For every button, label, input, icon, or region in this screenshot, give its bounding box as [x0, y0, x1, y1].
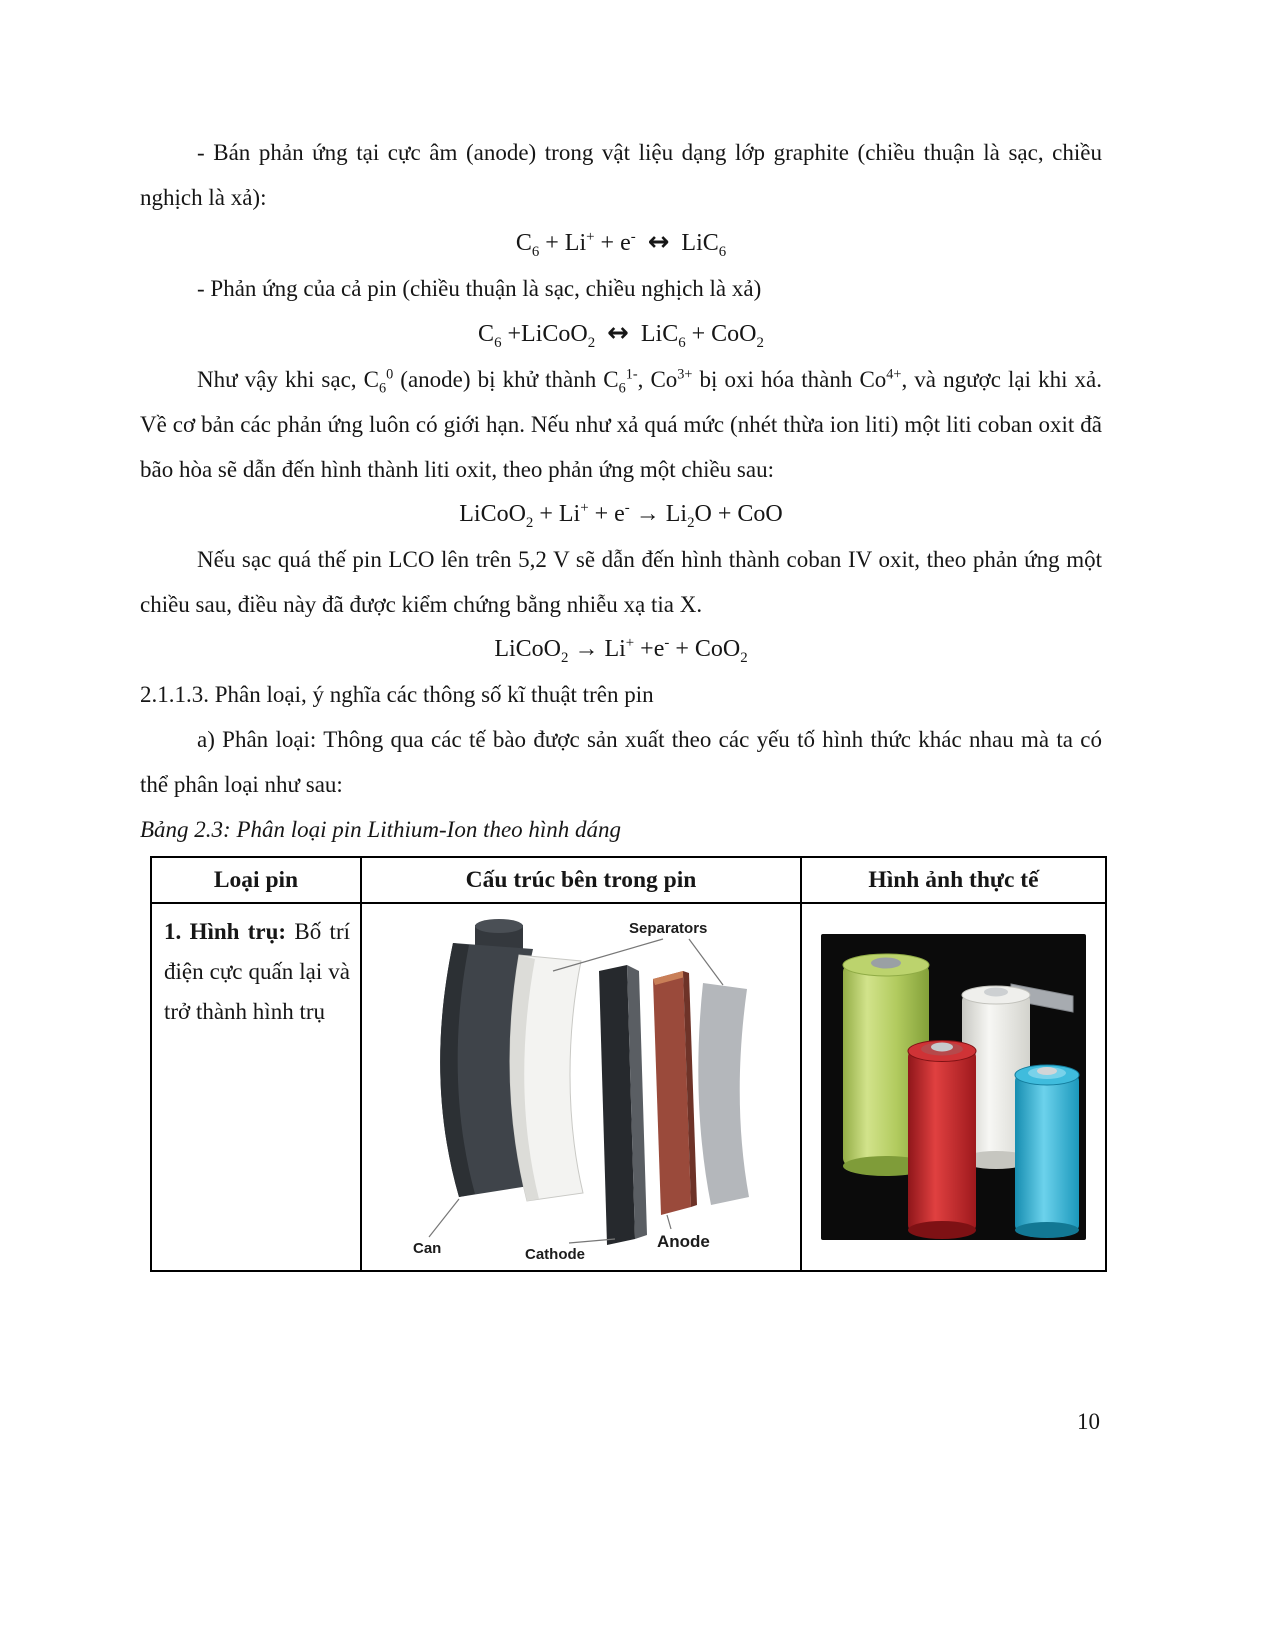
table-caption: Bảng 2.3: Phân loại pin Lithium-Ion theo hình dáng	[140, 817, 622, 842]
cell-real-photo	[801, 903, 1106, 1271]
cell-battery-type	[151, 903, 361, 1271]
page-number: 10	[1077, 1409, 1100, 1434]
column-header-real-image: Hình ảnh thực tế	[801, 857, 1106, 903]
column-header-battery-type: Loại pin	[151, 857, 361, 903]
diagram-label-anode: Anode	[657, 1232, 710, 1251]
paragraph-anode-half-reaction: - Bán phản ứng tại cực âm (anode) trong vật liệu dạng lớp graphite (chiều thuận là sạc, chiều nghịch là xả):	[140, 140, 1102, 210]
equation-overcharge: LiCoO$_2$ → Li+ +e- + CoO$_2$	[494, 635, 748, 666]
cylindrical-batteries-photo	[821, 934, 1086, 1240]
column-header-internal-structure: Cấu trúc bên trong pin	[361, 857, 801, 903]
equation-overdischarge: LiCoO$_2$ + $Li^+ + e^- \to Li_2O$ + CoO	[459, 500, 783, 531]
table-header-row	[151, 857, 1106, 903]
leader-line-separator-left	[553, 939, 663, 971]
blue-battery	[1015, 1065, 1079, 1238]
leader-line-anode	[667, 1215, 671, 1229]
battery-classification-table	[150, 856, 1107, 1272]
equation-full-cell-reaction: $C_6$ +LiCoO$_2$ ↔ LiC$_6$ + CoO$_2$	[478, 318, 764, 351]
battery-type-description: Bố trí điện cực quấn lại và trở thành hình trụ	[164, 919, 350, 1024]
paragraph-classification-intro: a) Phân loại: Thông qua các tế bào được sản xuất theo các yếu tố hình thức khác nhau mà ta có thể phân loại như sau:	[140, 727, 1102, 797]
paragraph-charge-discharge-limits: Như vậy khi sạc, $C_6^0$ (anode) bị khử thành $C_6^{1-}$, $Co^{3+}$ bị oxi hóa thành $Co^{4+}$, và ngược lại khi xả. Về cơ bản các phản ứng luôn có giới hạn. Nếu như xả quá mức (nhét thừa ion liti) một liti coban oxit đã bão hòa sẽ dẫn đến hình thành liti oxit, theo phản ứng một chiều sau:	[140, 366, 1102, 482]
equation-anode-half-reaction: $C_6 + Li^+ + e^-$ ↔ LiC$_6$	[515, 227, 727, 260]
cylindrical-structure-diagram	[367, 909, 795, 1265]
anode-sheet-shape	[653, 971, 697, 1215]
paragraph-full-cell-reaction: - Phản ứng của cả pin (chiều thuận là sạc, chiều nghịch là xả)	[197, 276, 762, 301]
leader-line-can	[429, 1199, 459, 1237]
red-battery	[908, 1041, 976, 1240]
cell-structure-diagram	[361, 903, 801, 1271]
cathode-sheet-shape	[599, 965, 647, 1245]
diagram-label-can: Can	[413, 1240, 442, 1257]
section-heading: 2.1.1.3. Phân loại, ý nghĩa các thông số kĩ thuật trên pin	[140, 682, 654, 707]
separator-sheet-shape	[510, 955, 583, 1201]
diagram-label-cathode: Cathode	[525, 1246, 585, 1263]
diagram-label-separators: Separators	[629, 920, 708, 937]
leader-line-separator-right	[689, 939, 723, 985]
battery-type-label: 1. Hình trụ:	[164, 919, 287, 944]
separator-sheet-2-shape	[698, 983, 749, 1205]
paragraph-overcharge: Nếu sạc quá thế pin LCO lên trên 5,2 V sẽ dẫn đến hình thành coban IV oxit, theo phản ứng một chiều sau, điều này đã được kiểm chứng bằng nhiễu xạ tia X.	[140, 547, 1102, 617]
table-row	[151, 903, 1106, 1271]
text-column	[140, 130, 1102, 1272]
